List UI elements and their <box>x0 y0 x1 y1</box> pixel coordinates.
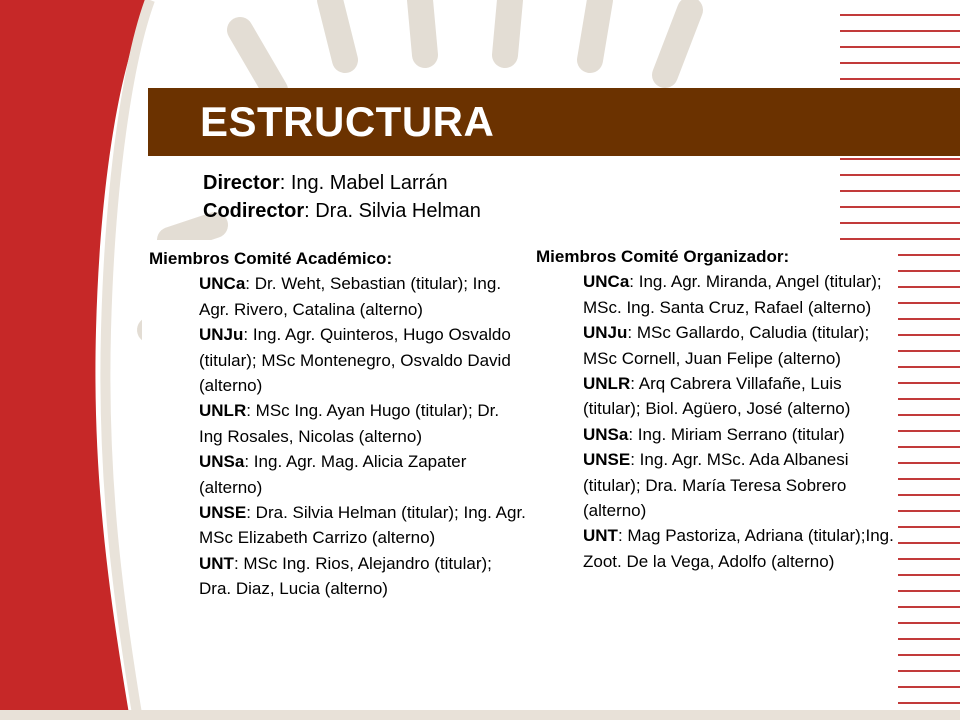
academic-entry-unt: UNT: MSc Ing. Rios, Alejandro (titular); Dra. Diaz, Lucia (alterno) <box>199 553 492 599</box>
codirector-label: Codirector <box>203 200 305 222</box>
academic-committee-panel <box>142 240 526 710</box>
organizing-entry-unse: UNSE: Ing. Agr. MSc. Ada Albanesi (titular); Dra. María Teresa Sobrero (alterno) <box>583 450 849 521</box>
organizing-committee-panel <box>526 240 898 710</box>
organizing-entry-unt: UNT: Mag Pastoriza, Adriana (titular);Ing. Zoot. De la Vega, Adolfo (alterno) <box>583 526 894 571</box>
organizing-entry-unlr: UNLR: Arq Cabrera Villafañe, Luis (titular); Biol. Agüero, José (alterno) <box>583 374 851 419</box>
organizing-entry-unsa: UNSa: Ing. Miriam Serrano (titular) <box>583 424 845 444</box>
organizing-entry-unca: UNCa: Ing. Agr. Miranda, Angel (titular); MSc. Ing. Santa Cruz, Rafael (alterno) <box>583 272 882 317</box>
leadership-block <box>203 169 481 225</box>
academic-entry-unlr: UNLR: MSc Ing. Ayan Hugo (titular); Dr. Ing Rosales, Nicolas (alterno) <box>199 401 500 446</box>
codirector-name: : Dra. Silvia Helman <box>304 200 481 222</box>
director-line <box>203 169 481 197</box>
director-label: Director <box>203 172 280 194</box>
director-name: : Ing. Mabel Larrán <box>279 172 448 194</box>
codirector-line <box>203 197 481 225</box>
academic-committee-heading: Miembros Comité Académico: <box>149 249 393 268</box>
academic-entry-unsa: UNSa: Ing. Agr. Mag. Alicia Zapater (alterno) <box>199 452 467 497</box>
bottom-band <box>0 710 960 720</box>
academic-entry-unse: UNSE: Dra. Silvia Helman (titular); Ing. Agr. MSc Elizabeth Carrizo (alterno) <box>199 503 526 548</box>
academic-entry-unju: UNJu: Ing. Agr. Quinteros, Hugo Osvaldo (titular); MSc Montenegro, Osvaldo David (alterno) <box>199 325 511 396</box>
organizing-entry-unju: UNJu: MSc Gallardo, Caludia (titular); MSc Cornell, Juan Felipe (alterno) <box>583 323 870 368</box>
slide-title: ESTRUCTURA <box>200 98 495 145</box>
organizing-committee-heading: Miembros Comité Organizador: <box>536 247 790 266</box>
academic-entry-unca: UNCa: Dr. Weht, Sebastian (titular); Ing. Agr. Rivero, Catalina (alterno) <box>199 274 502 319</box>
